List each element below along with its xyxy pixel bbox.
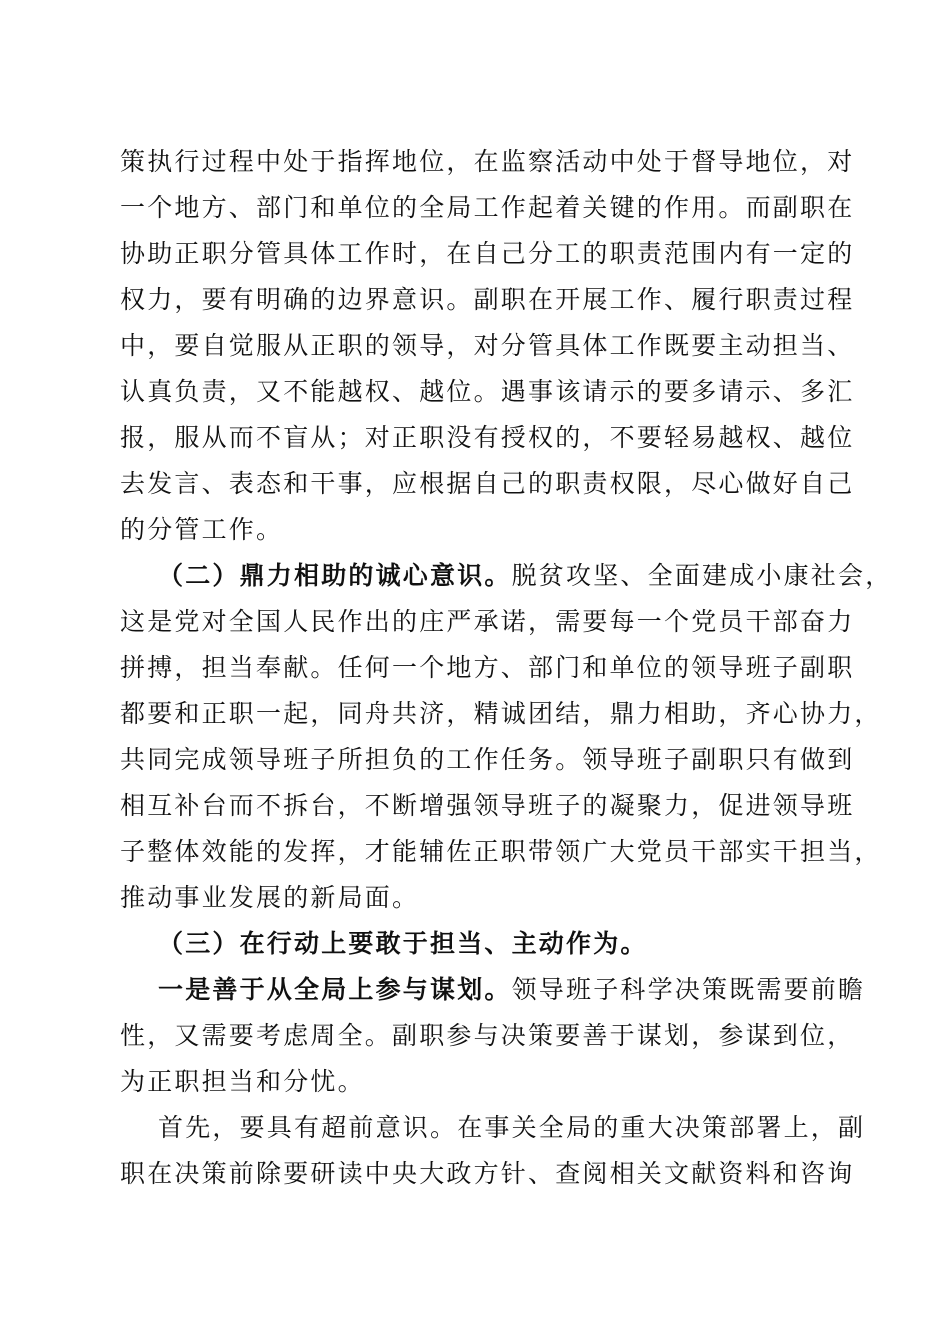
text-run: 领导班子科学决策既需要前瞻 [511,975,866,1004]
paragraph-first-line [120,553,893,599]
text-line: 报，服从而不盲从；对正职没有授权的，不要轻易越权、越位 [120,423,855,452]
text-line: 的分管工作。 [120,515,284,544]
text-line: 相互补台而不拆台，不断增强领导班子的凝聚力，促进领导班 [120,791,855,820]
text-line: 拼搏，担当奉献。任何一个地方、部门和单位的领导班子副职 [120,653,855,682]
text-line: 一个地方、部门和单位的全局工作起着关键的作用。而副职在 [120,193,855,222]
paragraph-2 [120,553,893,921]
paragraph-first-line [120,967,866,1013]
paragraph-1 [120,139,855,553]
text-line: 策执行过程中处于指挥地位，在监察活动中处于督导地位，对 [120,147,855,176]
text-line: 中，要自觉服从正职的领导，对分管具体工作既要主动担当、 [120,331,855,360]
text-run: 脱贫攻坚、全面建成小康社会， [511,561,893,590]
document-page [120,139,893,1197]
section-heading: （三）在行动上要敢于担当、主动作为。 [158,929,648,958]
text-line: 为正职担当和分忧。 [120,1067,365,1096]
paragraph-first-line: 首先，要具有超前意识。在事关全局的重大决策部署上，副 [158,1113,866,1142]
sub-heading: 一是善于从全局上参与谋划。 [158,975,512,1004]
section-heading: （二）鼎力相助的诚心意识。 [158,561,512,590]
text-line: 这是党对全国人民作出的庄严承诺，需要每一个党员干部奋力 [120,607,855,636]
text-line: 职在决策前除要研读中央大政方针、查阅相关文献资料和咨询 [120,1159,855,1188]
text-line: 协助正职分管具体工作时，在自己分工的职责范围内有一定的 [120,239,855,268]
text-line: 认真负责，又不能越权、越位。遇事该请示的要多请示、多汇 [120,377,855,406]
text-line: 去发言、表态和干事，应根据自己的职责权限，尽心做好自己 [120,469,855,498]
paragraph-3 [120,921,832,967]
paragraph-4 [120,967,866,1105]
paragraph-5 [120,1105,866,1197]
text-line: 共同完成领导班子所担负的工作任务。领导班子副职只有做到 [120,745,855,774]
text-line: 推动事业发展的新局面。 [120,883,420,912]
text-line: 权力，要有明确的边界意识。副职在开展工作、履行职责过程 [120,285,855,314]
text-line: 子整体效能的发挥，才能辅佐正职带领广大党员干部实干担当， [120,837,882,866]
text-line: 都要和正职一起，同舟共济，精诚团结，鼎力相助，齐心协力， [120,699,882,728]
text-line: 性，又需要考虑周全。副职参与决策要善于谋划，参谋到位， [120,1021,855,1050]
